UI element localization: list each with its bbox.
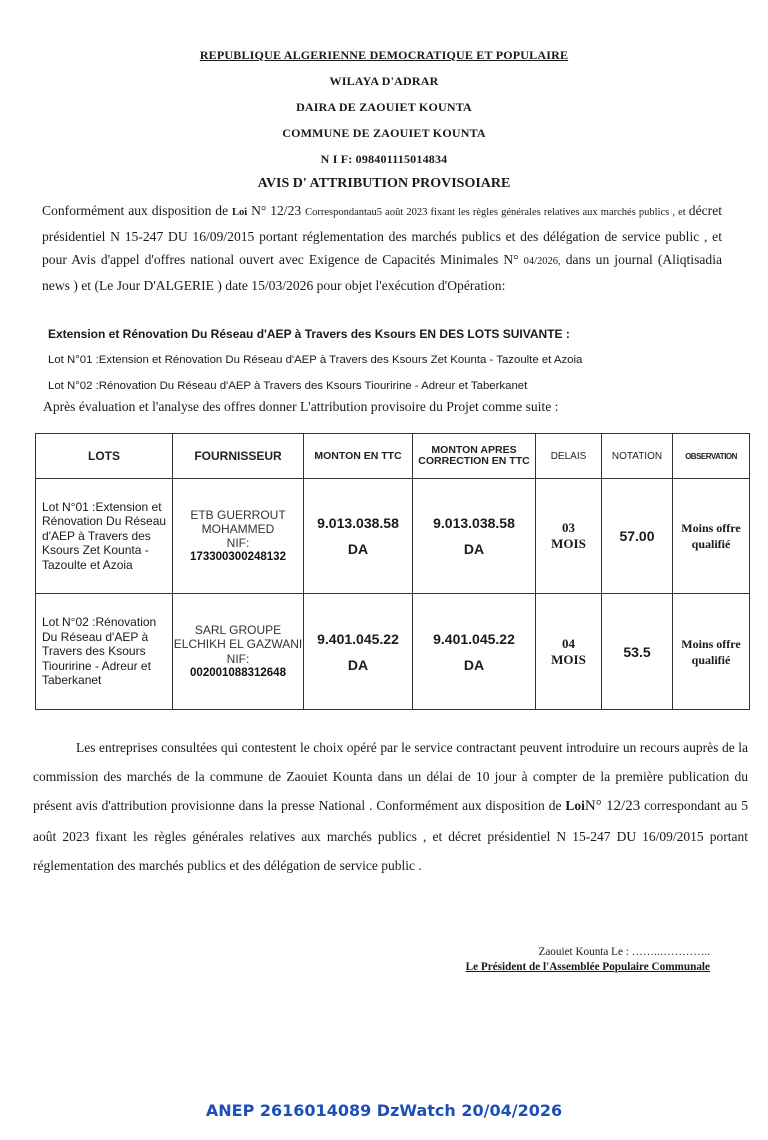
amount-currency: DA [347, 541, 369, 557]
amount-currency: DA [347, 656, 369, 673]
row-fournisseur [173, 594, 304, 710]
header-wilaya: WILAYA D'ADRAR [329, 74, 439, 88]
amount-corrected-value: 9.013.038.58 [433, 515, 515, 531]
col-header-monton-apres: MONTON APRES CORRECTION EN TTC [413, 434, 536, 479]
row-notation: 53.5 [602, 594, 673, 710]
row-observation: Moins offre qualifié [673, 479, 750, 594]
signature-president: Le Président de l'Assemblée Populaire Communale [465, 961, 710, 973]
row-lot: Lot N°01 :Extension et Rénovation Du Réseau d'AEP à Travers des Ksours Zet Kounta - Tazoulte et Azoia [36, 479, 173, 594]
header-republic: REPUBLIQUE ALGERIENNE DEMOCRATIQUE ET POPULAIRE [199, 48, 569, 62]
row-fournisseur [173, 479, 304, 594]
row-notation: 57.00 [602, 479, 673, 594]
header-nif: N I F: 098401115014834 [320, 152, 448, 166]
col-header-observation: OBSERVATION [673, 434, 750, 479]
delay-unit: MOIS [551, 536, 586, 551]
row-delai [536, 594, 602, 710]
delay-number: 03 [562, 520, 575, 535]
signature-place-date: Zaouiet Kounta Le : ……..………….. [538, 946, 710, 958]
col-header-monton-ttc: MONTON EN TTC [304, 434, 413, 479]
header-daira: DAIRA DE ZAOUIET KOUNTA [296, 100, 472, 114]
evaluation-line: Après évaluation et l'analyse des offres donner L'attribution provisoire du Projet comme suite : [43, 399, 559, 414]
col-header-notation: NOTATION [602, 434, 673, 479]
footer-reference: ANEP 2616014089 DzWatch 20/04/2026 [205, 1101, 563, 1120]
col-header-delais: DELAIS [536, 434, 602, 479]
supplier-nif-label: NIF: [226, 536, 250, 550]
lot-line-1: Lot N°01 :Extension et Rénovation Du Réseau d'AEP à Travers des Ksours Zet Kounta - Tazoulte et Azoia [48, 354, 583, 366]
amount-value: 9.013.038.58 [317, 515, 399, 531]
amount-corrected-currency: DA [463, 656, 485, 673]
supplier-nif: 173300300248132 [190, 551, 286, 564]
table-header-row [36, 434, 750, 479]
closing-paragraph: Les entreprises consultées qui contestent le choix opéré par le service contractant peuvent introduire un recours auprès de la commission des marchés de la commune de Zaouiet Kounta dans un délai de 10 jour à compter de la première publication du présent avis d'attribution provisionne dans la presse National . Conformément aux disposition de LoiN° 12/23 correspondant au 5 août 2023 fixant les règles générales relatives aux marchés publics , et décret présidentiel N 15-247 DU 16/09/2015 portant réglementation des marchés publics et des délégation de service public . [33, 740, 748, 873]
amount-value: 9.401.045.22 [317, 630, 399, 647]
row-montant-corrige [413, 594, 536, 710]
amount-corrected-currency: DA [463, 541, 485, 557]
table-row [36, 479, 750, 594]
intro-paragraph: Conformément aux disposition de Loi N° 12/23 Correspondantau5 août 2023 fixant les règles générales relatives aux marchés publics , et décret présidentiel N 15-247 DU 16/09/2015 portant réglementation des marchés publics et des délégation de service public , et pour Avis d'appel d'offres national ouvert avec Exigence de Capacités Minimales N° 04/2026, dans un journal (Aliqtisadia news ) et (Le Jour D'ALGERIE ) date 15/03/2026 pour objet l'exécution d'Opération: [42, 203, 722, 293]
row-observation: Moins offre qualifié [673, 594, 750, 710]
attribution-table [35, 433, 750, 710]
supplier-nif: 002001088312648 [190, 666, 286, 679]
delay-unit: MOIS [551, 651, 586, 667]
supplier-name: ETB GUERROUT MOHAMMED [190, 507, 286, 536]
document-title: AVIS D' ATTRIBUTION PROVISOIARE [257, 176, 511, 191]
row-delai [536, 479, 602, 594]
operation-title: Extension et Rénovation Du Réseau d'AEP à Travers des Ksours EN DES LOTS SUIVANTE : [48, 327, 570, 341]
table-row [36, 594, 750, 710]
header-commune: COMMUNE DE ZAOUIET KOUNTA [282, 126, 486, 140]
delay-number: 04 [562, 635, 575, 651]
supplier-name: SARL GROUPE ELCHIKH EL GAZWANI [173, 623, 303, 652]
row-montant [304, 479, 413, 594]
col-header-fournisseur: FOURNISSEUR [173, 434, 304, 479]
amount-corrected-value: 9.401.045.22 [433, 630, 515, 647]
supplier-nif-label: NIF: [226, 651, 250, 666]
lot-line-2: Lot N°02 :Rénovation Du Réseau d'AEP à Travers des Ksours Tiouririne - Adreur et Taberkanet [48, 380, 528, 392]
col-header-lots: LOTS [36, 434, 173, 479]
row-montant [304, 594, 413, 710]
row-montant-corrige [413, 479, 536, 594]
row-lot: Lot N°02 :Rénovation Du Réseau d'AEP à Travers des Ksours Tiouririne - Adreur et Taberkanet [36, 594, 173, 710]
